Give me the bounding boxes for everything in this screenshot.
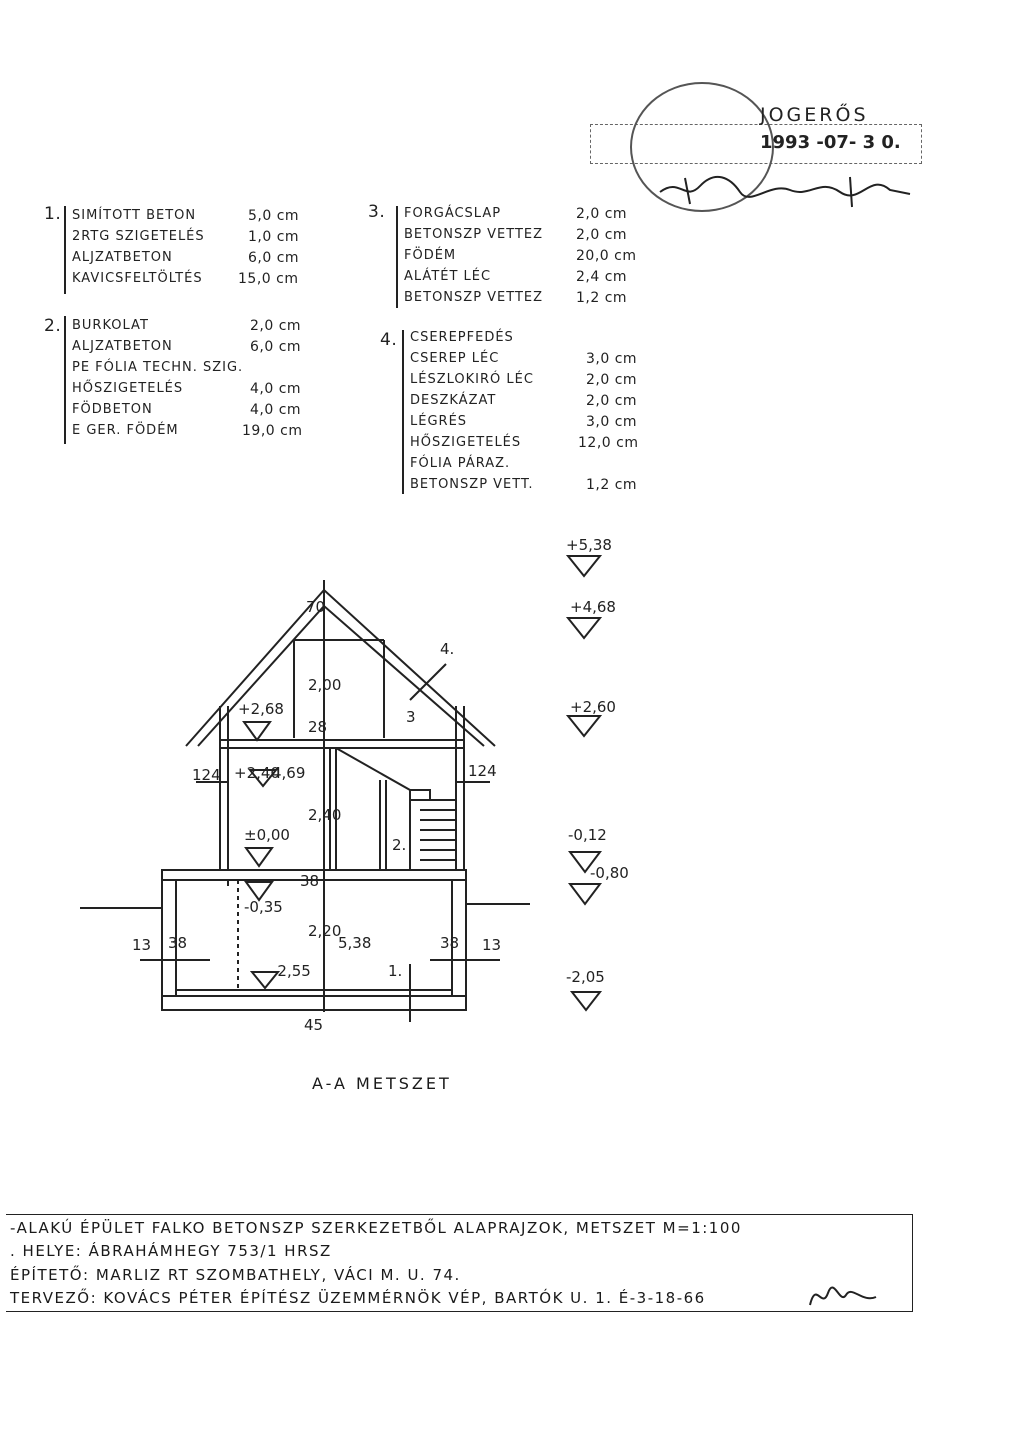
title-block [6,1214,913,1312]
dimension-label: 124 [192,766,221,784]
layer-name: LÉGRÉS [410,414,468,429]
layer-thickness: 2,0 cm [250,318,302,334]
layer-name: 2RTG SZIGETELÉS [72,229,205,244]
dimension-label: 13 [482,936,502,954]
layer-name: DESZKÁZAT [410,393,497,408]
level-label: +4,68 [570,598,616,616]
inner-level-label: 4,69 [272,764,306,782]
layer-callout: 4. [440,640,455,658]
layer-name: FÖDBETON [72,402,153,417]
layer-callout: 1. [388,962,403,980]
dimension-label: 124 [468,762,497,780]
dimension-label: 38 [440,934,460,952]
layer-thickness: 12,0 cm [578,435,639,451]
dimension-label: 28 [308,718,328,736]
layer-name: BETONSZP VETTEZ [404,290,544,305]
layer-thickness: 15,0 cm [238,271,299,287]
title-line-4: TERVEZŐ: KOVÁCS PÉTER ÉPÍTÉSZ ÜZEMMÉRNÖK VÉP, BARTÓK U. 1. É-3-18-66 [10,1289,706,1307]
layer-name: HŐSZIGETELÉS [72,381,184,396]
group-number: 3. [368,202,386,222]
layer-thickness: 1,2 cm [576,290,628,306]
layer-name: BETONSZP VETTEZ [404,227,544,242]
stamp-title: JOGERŐS [760,104,869,126]
layer-thickness: 2,0 cm [586,372,638,388]
layer-name: HŐSZIGETELÉS [410,435,522,450]
layer-thickness: 2,4 cm [576,269,628,285]
dimension-label: 38 [300,872,320,890]
dimension-label: 5,38 [338,934,372,952]
dimension-label: 13 [132,936,152,954]
level-label: +2,60 [570,698,616,716]
layer-thickness: 1,2 cm [586,477,638,493]
designer-signature [806,1275,886,1315]
layer-thickness: 2,0 cm [576,206,628,222]
layer-thickness: 2,0 cm [576,227,628,243]
level-label: -2,05 [566,968,605,986]
dimension-label: 2,40 [308,806,342,824]
dimension-label: 45 [304,1016,324,1034]
inner-level-label: +2,40 [234,764,280,782]
layer-thickness: 19,0 cm [242,423,303,439]
level-label: -0,80 [590,864,629,882]
layer-thickness: 4,0 cm [250,402,302,418]
layer-name: ALJZATBETON [72,250,173,265]
dimension-label: 2,00 [308,676,342,694]
layer-thickness: 4,0 cm [250,381,302,397]
layer-callout: 3 [406,708,416,726]
layer-thickness: 1,0 cm [248,229,300,245]
layer-name: ALJZATBETON [72,339,173,354]
layer-name: CSEREP LÉC [410,351,500,366]
layer-thickness: 6,0 cm [250,339,302,355]
roof-outline [186,590,495,746]
group-number: 4. [380,330,398,350]
level-label: -0,12 [568,826,607,844]
title-line-3: ÉPÍTETŐ: MARLIZ RT SZOMBATHELY, VÁCI M. U. 74. [10,1266,461,1284]
layer-name: FORGÁCSLAP [404,206,502,221]
dimension-label: 2,20 [308,922,342,940]
level-label: +5,38 [566,536,612,554]
dimension-label: 38 [168,934,188,952]
stamp-date: 1993 -07- 3 0. [760,132,901,153]
layer-name: FÓLIA PÁRAZ. [410,456,511,471]
group-number: 1. [44,204,62,224]
inner-level-label: ±0,00 [244,826,290,844]
layer-name: FÖDÉM [404,248,457,263]
layer-thickness: 3,0 cm [586,414,638,430]
layer-name: LÉSZLOKIRÓ LÉC [410,372,534,387]
title-line-2: . HELYE: ÁBRAHÁMHEGY 753/1 HRSZ [10,1242,332,1260]
title-line-1: -ALAKÚ ÉPÜLET FALKO BETONSZP SZERKEZETBŐL ALAPRAJZOK, METSZET M=1:100 [10,1219,742,1237]
layer-name: KAVICSFELTÖLTÉS [72,271,203,286]
inner-level-label: -2,55 [272,962,311,980]
layer-name: SIMÍTOTT BETON [72,208,197,223]
layer-name: PE FÓLIA TECHN. SZIG. [72,360,244,375]
layer-name: CSEREPFEDÉS [410,330,514,345]
layer-thickness: 3,0 cm [586,351,638,367]
layer-name: BETONSZP VETT. [410,477,534,492]
layer-thickness: 5,0 cm [248,208,300,224]
layer-name: BURKOLAT [72,318,149,333]
layer-thickness: 6,0 cm [248,250,300,266]
layer-callout: 2. [392,836,407,854]
layer-thickness: 2,0 cm [586,393,638,409]
inner-level-label: +2,68 [238,700,284,718]
layer-name: E GER. FÖDÉM [72,423,179,438]
group-number: 2. [44,316,62,336]
layer-thickness: 20,0 cm [576,248,637,264]
inner-level-label: -0,35 [244,898,283,916]
dimension-label: 70 [306,598,326,616]
layer-name: ALÁTÉT LÉC [404,269,492,284]
section-caption: A-A METSZET [312,1074,452,1093]
